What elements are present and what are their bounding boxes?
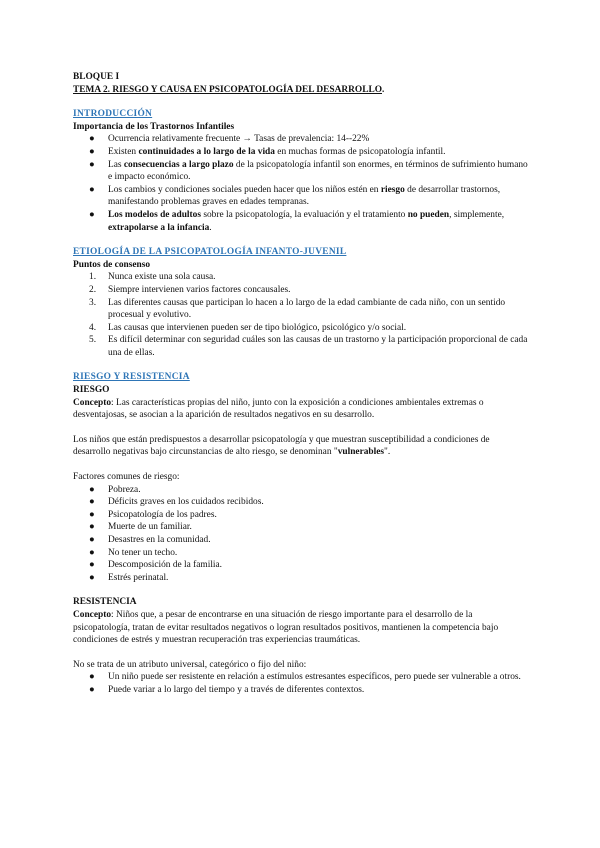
bullet-icon: ● bbox=[89, 184, 95, 195]
bullet-icon: ● bbox=[89, 159, 95, 170]
bullet-icon: ● bbox=[89, 509, 95, 520]
etiologia-list bbox=[73, 271, 528, 359]
bullet-icon: ● bbox=[89, 522, 95, 533]
resistencia-paragraph: No se trata de un atributo universal, categórico o fijo del niño: bbox=[73, 659, 307, 670]
resistencia-list bbox=[73, 671, 528, 696]
bullet-icon: ● bbox=[89, 572, 95, 583]
bloque-title: BLOQUE I bbox=[73, 72, 120, 82]
bullet-icon: ● bbox=[89, 560, 95, 571]
riesgo-concepto: Concepto: Las características propias del niño, junto con la exposición a condiciones ambientales extremas o desventajosas, se asocian a la aparición de resultados negativos en su desarrollo. bbox=[73, 397, 484, 421]
tema-title bbox=[73, 84, 528, 97]
factores-intro: Factores comunes de riesgo: bbox=[73, 472, 180, 483]
list-item: ● Puede variar a lo largo del tiempo y a través de diferentes contextos. bbox=[89, 684, 365, 695]
list-item: ● No tener un techo. bbox=[89, 547, 178, 558]
tema-title-end: . bbox=[382, 84, 385, 95]
bullet-icon: ● bbox=[89, 134, 95, 145]
bullet-icon: ● bbox=[89, 535, 95, 545]
list-item: ● Estrés perinatal. bbox=[89, 572, 169, 583]
list-item: ● Las consecuencias a largo plazo de la psicopatología infantil son enormes, en términos de sufrimiento humano e impacto económico. bbox=[89, 159, 528, 183]
bullet-icon: ● bbox=[89, 209, 95, 220]
riesgo-subheading: RIESGO bbox=[73, 385, 110, 396]
resistencia-subheading: RESISTENCIA bbox=[73, 597, 137, 608]
list-item: 2. Siempre intervienen varios factores concausales. bbox=[89, 284, 291, 295]
intro-heading: INTRODUCCIÓN bbox=[73, 109, 153, 120]
intro-subheading: Importancia de los Trastornos Infantiles bbox=[73, 121, 235, 132]
riesgo-vulnerables-paragraph: Los niños que están predispuestos a desarrollar psicopatología y que muestran susceptibilidad a condiciones de desarrollo negativas bajo circunstancias de alto riesgo, se denominan "vulnerables". bbox=[73, 434, 490, 458]
list-item: 1. Nunca existe una sola causa. bbox=[89, 272, 216, 283]
bullet-icon: ● bbox=[89, 497, 95, 508]
resistencia-concepto: Concepto: Niños que, a pesar de encontrarse en una situación de riesgo importante para el desarrollo de la psicopatología, tratan de evitar resultados negativos o logran resultados positivos, mantienen la competencia bajo condiciones de estrés y muestran recuperación tras experiencias traumáticas. bbox=[73, 609, 499, 646]
list-item: ● Pobreza. bbox=[89, 484, 141, 495]
list-item: ● Los cambios y condiciones sociales pueden hacer que los niños estén en riesgo de desarrollar trastornos, manifestando problemas graves en edades tempranas. bbox=[89, 184, 501, 208]
list-item: ● Psicopatología de los padres. bbox=[89, 509, 217, 520]
document-content bbox=[73, 71, 528, 697]
intro-list bbox=[73, 133, 528, 234]
bullet-icon: ● bbox=[89, 547, 95, 558]
list-item: ● Descomposición de la familia. bbox=[89, 560, 223, 571]
riesgo-heading: RIESGO Y RESISTENCIA bbox=[73, 372, 190, 383]
bullet-icon: ● bbox=[89, 146, 95, 157]
bullet-icon: ● bbox=[89, 672, 95, 683]
tema-title-text: TEMA 2. RIESGO Y CAUSA EN PSICOPATOLOGÍA DEL DESARROLLO bbox=[73, 84, 382, 95]
list-item: 5. Es difícil determinar con seguridad cuáles son las causas de un trastorno y la participación proporcional de cada una de ellas. bbox=[89, 335, 528, 358]
list-item: ● Déficits graves en los cuidados recibidos. bbox=[89, 497, 264, 508]
list-item: ● Los modelos de adultos sobre la psicopatología, la evaluación y el tratamiento no pueden, simplemente, extrapolarse a la infancia. bbox=[89, 209, 505, 233]
bullet-icon: ● bbox=[89, 684, 95, 695]
etiologia-heading: ETIOLOGÍA DE LA PSICOPATOLOGÍA INFANTO-JUVENIL bbox=[73, 247, 347, 258]
factores-list bbox=[73, 484, 528, 585]
list-item: ● Ocurrencia relativamente frecuente → Tasas de prevalencia: 14--22% bbox=[89, 134, 370, 145]
list-item: ● Un niño puede ser resistente en relación a estímulos estresantes específicos, pero puede ser vulnerable a otros. bbox=[89, 672, 521, 683]
list-item: 4. Las causas que intervienen pueden ser de tipo biológico, psicológico y/o social. bbox=[89, 322, 407, 333]
list-item: ● Muerte de un familiar. bbox=[89, 522, 192, 533]
etiologia-subheading: Puntos de consenso bbox=[73, 259, 151, 270]
list-item: ● Existen continuidades a lo largo de la vida en muchas formas de psicopatología infantil. bbox=[89, 146, 446, 157]
list-item: 3. Las diferentes causas que participan lo hacen a lo largo de la edad cambiante de cada niño, con un sentido procesual y evolutivo. bbox=[89, 297, 506, 321]
list-item: ● Desastres en la comunidad. bbox=[89, 535, 211, 545]
bullet-icon: ● bbox=[89, 484, 95, 495]
